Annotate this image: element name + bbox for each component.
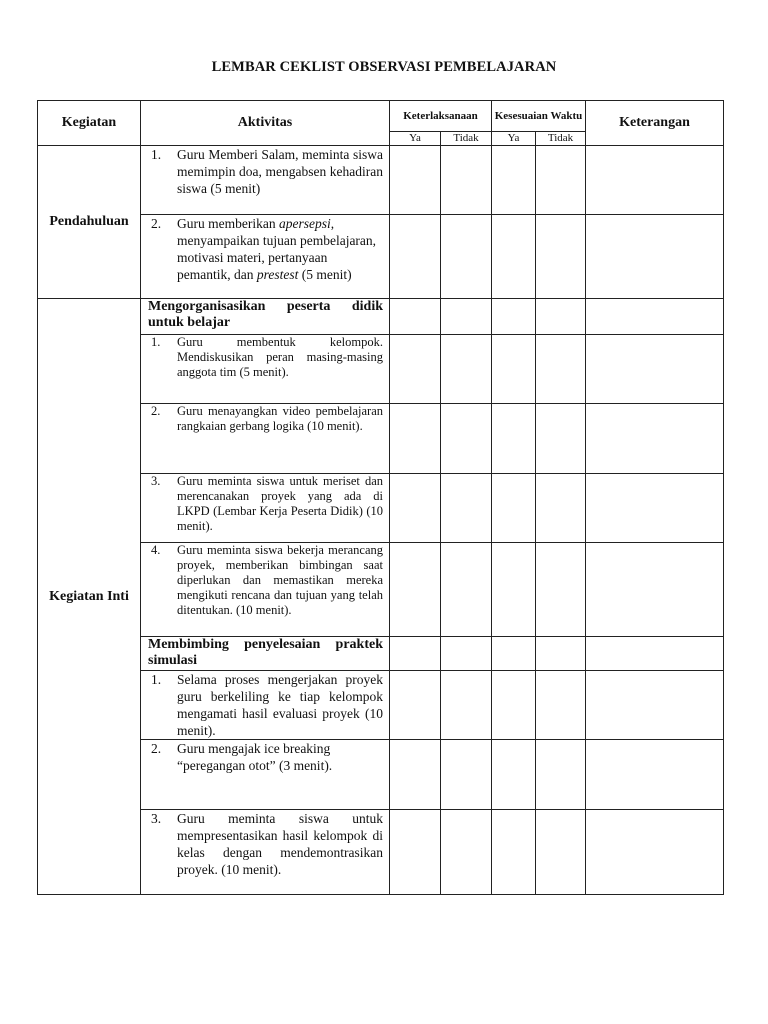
- check-cell[interactable]: [492, 335, 536, 404]
- list-item: 1. Selama proses mengerjakan proyek guru berkeliling ke tiap kelompok mengamati hasil evaluasi proyek (10 menit).: [151, 672, 383, 738]
- header-kegiatan: Kegiatan: [38, 101, 141, 146]
- check-cell[interactable]: [536, 146, 586, 215]
- header-tidak-2: Tidak: [536, 132, 586, 146]
- check-cell[interactable]: [441, 671, 492, 740]
- check-cell[interactable]: [536, 810, 586, 895]
- check-cell[interactable]: [390, 671, 441, 740]
- check-cell[interactable]: [390, 740, 441, 810]
- check-cell[interactable]: [536, 671, 586, 740]
- check-cell[interactable]: [492, 740, 536, 810]
- keterangan-cell[interactable]: [586, 637, 724, 671]
- check-cell[interactable]: [441, 299, 492, 335]
- check-cell[interactable]: [441, 810, 492, 895]
- list-item: 4. Guru meminta siswa bekerja merancang proyek, memberikan bimbingan saat diperlukan dan memastikan mereka mengikuti rencana dan tujuan yang telah ditentukan. (10 menit).: [151, 543, 383, 617]
- table-row: [38, 671, 724, 740]
- check-cell[interactable]: [536, 637, 586, 671]
- check-cell[interactable]: [536, 543, 586, 637]
- keterangan-cell[interactable]: [586, 474, 724, 543]
- check-cell[interactable]: [390, 146, 441, 215]
- keterangan-cell[interactable]: [586, 671, 724, 740]
- check-cell[interactable]: [441, 404, 492, 474]
- header-keterangan: Keterangan: [586, 101, 724, 146]
- table-row: [38, 215, 724, 299]
- check-cell[interactable]: [536, 404, 586, 474]
- table-row: [38, 543, 724, 637]
- check-cell[interactable]: [390, 810, 441, 895]
- check-cell[interactable]: [492, 810, 536, 895]
- check-cell[interactable]: [441, 543, 492, 637]
- table-row: [38, 146, 724, 215]
- check-cell[interactable]: [536, 215, 586, 299]
- check-cell[interactable]: [492, 474, 536, 543]
- keterangan-cell[interactable]: [586, 215, 724, 299]
- check-cell[interactable]: [492, 299, 536, 335]
- check-cell[interactable]: [390, 637, 441, 671]
- check-cell[interactable]: [492, 543, 536, 637]
- keterangan-cell[interactable]: [586, 543, 724, 637]
- check-cell[interactable]: [390, 404, 441, 474]
- check-cell[interactable]: [492, 146, 536, 215]
- check-cell[interactable]: [441, 335, 492, 404]
- check-cell[interactable]: [492, 671, 536, 740]
- keterangan-cell[interactable]: [586, 146, 724, 215]
- check-cell[interactable]: [441, 637, 492, 671]
- table-row: [38, 404, 724, 474]
- table-row: [38, 335, 724, 404]
- page-title: LEMBAR CEKLIST OBSERVASI PEMBELAJARAN: [211, 59, 557, 75]
- check-cell[interactable]: [492, 215, 536, 299]
- header-keterlaksanaan: Keterlaksanaan: [390, 101, 492, 132]
- keterangan-cell[interactable]: [586, 810, 724, 895]
- check-cell[interactable]: [441, 215, 492, 299]
- list-item: 2. Guru mengajak ice breaking “peregangan otot” (3 menit).: [151, 741, 333, 773]
- check-cell[interactable]: [390, 299, 441, 335]
- section-heading: Membimbing penyelesaian praktek simulasi: [148, 637, 383, 668]
- list-item: 2. Guru menayangkan video pembelajaran rangkaian gerbang logika (10 menit).: [151, 404, 383, 433]
- header-ya-1: Ya: [390, 132, 441, 146]
- header-tidak-1: Tidak: [441, 132, 492, 146]
- check-cell[interactable]: [536, 335, 586, 404]
- table-row: [38, 474, 724, 543]
- list-item: 1. Guru membentuk kelompok. Mendiskusikan peran masing-masing anggota tim (5 menit).: [151, 335, 383, 379]
- check-cell[interactable]: [536, 474, 586, 543]
- check-cell[interactable]: [536, 740, 586, 810]
- table-row: [38, 637, 724, 671]
- check-cell[interactable]: [441, 740, 492, 810]
- check-cell[interactable]: [390, 543, 441, 637]
- keterangan-cell[interactable]: [586, 335, 724, 404]
- check-cell[interactable]: [390, 474, 441, 543]
- keterangan-cell[interactable]: [586, 299, 724, 335]
- header-aktivitas: Aktivitas: [141, 101, 390, 146]
- check-cell[interactable]: [390, 335, 441, 404]
- section-heading: Mengorganisasikan peserta didik untuk belajar: [148, 299, 383, 330]
- table-row: [38, 740, 724, 810]
- list-item: 1. Guru Memberi Salam, meminta siswa memimpin doa, mengabsen kehadiran siswa (5 menit): [151, 147, 383, 196]
- list-item: 3. Guru meminta siswa untuk mempresentasikan hasil kelompok di kelas dengan mendemontrasikan proyek. (10 menit).: [151, 811, 383, 877]
- list-item: 2. Guru memberikan apersepsi, menyampaikan tujuan pembelajaran, motivasi materi, pertanyaan pemantik, dan prestest (5 menit): [151, 216, 377, 282]
- keterangan-cell[interactable]: [586, 404, 724, 474]
- table-row: [38, 299, 724, 335]
- observation-checklist-table: [37, 100, 724, 895]
- keterangan-cell[interactable]: [586, 740, 724, 810]
- check-cell[interactable]: [441, 474, 492, 543]
- check-cell[interactable]: [441, 146, 492, 215]
- check-cell[interactable]: [492, 637, 536, 671]
- check-cell[interactable]: [492, 404, 536, 474]
- header-kesesuaian-waktu: Kesesuaian Waktu: [492, 101, 586, 132]
- kegiatan-inti: Kegiatan Inti: [38, 299, 141, 895]
- check-cell[interactable]: [536, 299, 586, 335]
- header-ya-2: Ya: [492, 132, 536, 146]
- kegiatan-pendahuluan: Pendahuluan: [38, 146, 141, 299]
- list-item: 3. Guru meminta siswa untuk meriset dan merencanakan proyek yang ada di LKPD (Lembar Kerja Peserta Didik) (10 menit).: [151, 474, 383, 533]
- check-cell[interactable]: [390, 215, 441, 299]
- table-row: [38, 810, 724, 895]
